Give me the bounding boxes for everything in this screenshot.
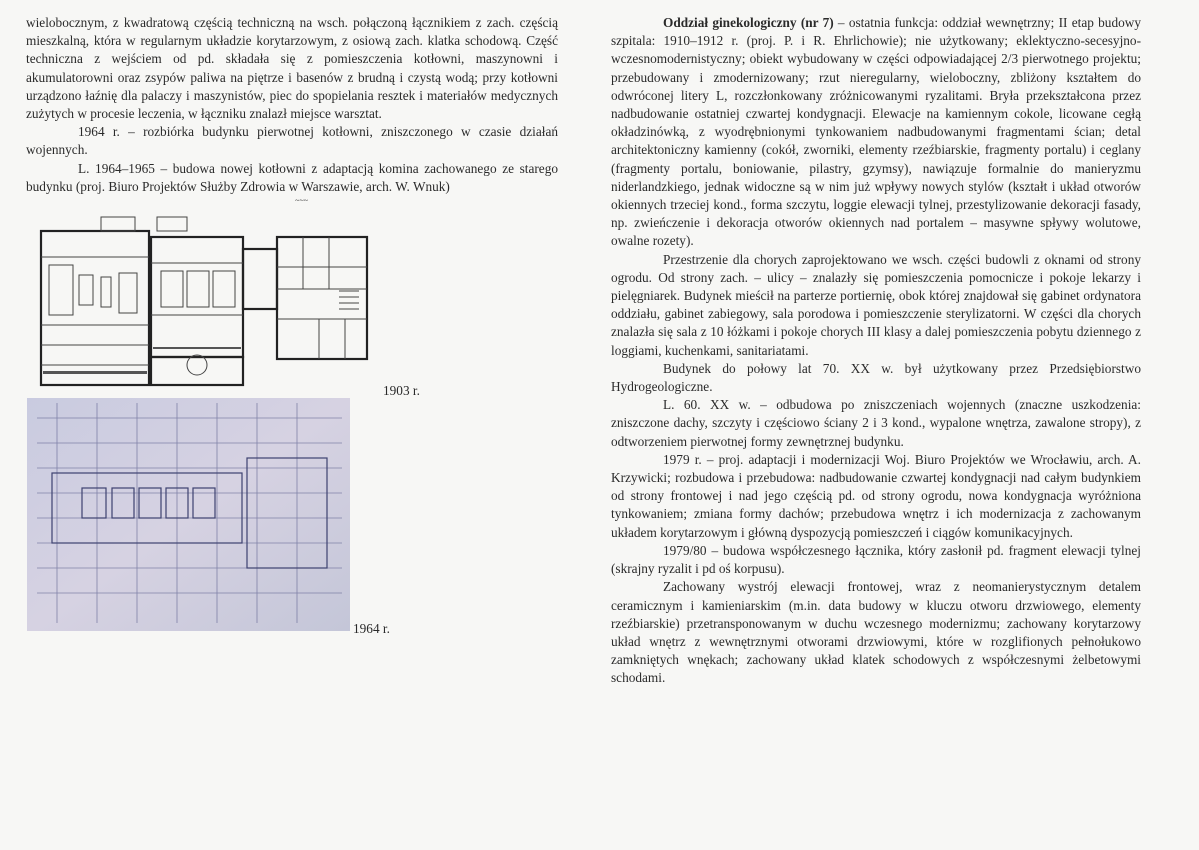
right-paragraph-3: Budynek do połowy lat 70. XX w. był użytkowany przez Przedsiębiorstwo Hydrogeologiczne. xyxy=(611,360,1141,395)
right-paragraph-7: Zachowany wystrój elewacji frontowej, wraz z neomanierystycznym detalem ceramicznym i kamieniarskim (m.in. data budowy w kluczu otworu drzwiowego, elementy rzeźbiarskie) przetransponowanym w duchu wczesnego modernizmu; zachowany korytarzowy układ wnętrz z wewnętrznymi otworami drzwiowymi, które w rozglifionych pełnołukowo zamkniętych wnękach; zachowany układ klatek schodowych z współczesnymi żelbetowymi schodami. xyxy=(611,579,1141,686)
right-paragraph-5: 1979 r. – proj. adaptacji i modernizacji Woj. Biuro Projektów we Wrocławiu, arch. A. Krzywicki; rozbudowa i przebudowa: nadbudowanie czwartej kondygnacji nad całym budynkiem od strony frontowej i nad jego częścią pd. od strony ogrodu, nowa kondygnacja wyróżniona tynkowaniem; zmiana formy dachów; przebudowa wnętrz i ich modernizacja z zachowanym układem korytarzowym i główną dyspozycją pomieszczeń i ciągów komunikacyjnych. xyxy=(611,451,1141,540)
section-title: Oddział ginekologiczny (nr 7) xyxy=(663,15,834,30)
left-column xyxy=(26,14,558,196)
caption-1903: 1903 r. xyxy=(383,383,420,398)
right-paragraph-1-text: – ostatnia funkcja: oddział wewnętrzny; II etap budowy szpitala: 1910–1912 r. (proj. P. i R. Ehrlichowie); nie użytkowany; eklektyczno-secesyjno-wczesnomodernistyczny; obiekt wybudowany w części odpowiadającej 2/3 pierwotnego projektu; przebudowany i zmodernizowany; rzut nieregularny, wieloboczny, zbliżony kształtem do odwróconej litery L, rozczłonkowany zróżnicowanymi ryzalitami. Bryła przekształcona przez nadbudowanie ostatniej czwartej kondygnacji. Elewacje na kamiennym cokole, licowane cegłą okładzinówką, z wyodrębnionymi tynkowaniem nadbudowanymi fragmentami ścian; detal architektoniczny kamienny (cokół, zworniki, elementy rzeźbiarskie, fragmenty portalu) i ceglany (fragmenty portalu, boniowanie, pilastry, gzymsy), nawiązuje formalnie do manieryzmu niderlandzkiego, jednak widoczne są w nim już wpływy nowych stylów (kształt i układ otworów okiennych trzeciej kond., forma szczytu, loggie elewacji tylnej, przestylizowanie dekoracji fasady, np. zwieńczenie i dekoracja otworów okiennych nad portalem – masywne spływy wolutowe, owalne rozety). xyxy=(611,15,1142,249)
right-paragraph-6: 1979/80 – budowa współczesnego łącznika, który zasłonił pd. fragment elewacji tylnej (skrajny ryzalit i pd oś korpusu). xyxy=(611,542,1141,577)
left-paragraph-2: 1964 r. – rozbiórka budynku pierwotnej kotłowni, zniszczonego w czasie działań wojennych. xyxy=(26,124,558,158)
caption-1964: 1964 r. xyxy=(353,621,390,636)
right-column xyxy=(611,14,1141,688)
left-paragraph-1: wielobocznym, z kwadratową częścią techniczną na wsch. połączoną łącznikiem z zach. częścią mieszkalną, która w regularnym układzie korytarzowym, z osiową zach. klatka schodową. Część techniczna z wejściem od pd. składała się z pomieszczenia kotłowni, maszynowni i akumulatorowni oraz zsypów paliwa na piętrze i basenów z brudną i czystą wodą; przy kotłowni urządzono łaźnię dla palaczy i maszynistów, piec do spopielania resztek i materiałów medycznych zużytych w procesie leczenia, w łączniku znalazł miejsce warsztat. xyxy=(26,15,558,122)
handwritten-note: ~~~ xyxy=(295,196,308,205)
left-paragraph-3: L. 1964–1965 – budowa nowej kotłowni z adaptacją komina zachowanego ze starego budynku (proj. Biuro Projektów Służby Zdrowia w Warszawie, arch. W. Wnuk) xyxy=(26,160,558,194)
right-paragraph-4: L. 60. XX w. – odbudowa po zniszczeniach wojennych (znaczne uszkodzenia: zniszczone dachy, szczyty i częściowo ściany 2 i 3 kond., wypalone wnętrza, zawalone stropy), z odtworzeniem pierwotnej formy zewnętrznej budynku. xyxy=(611,397,1141,449)
floor-plan-1964 xyxy=(27,398,350,631)
floor-plan-1903 xyxy=(39,215,374,387)
right-paragraph-1 xyxy=(611,14,1141,251)
right-paragraph-2: Przestrzenie dla chorych zaprojektowano we wsch. części budowli z oknami od strony ogrodu. Od strony zach. – ulicy – znalazły się pomieszczenia pomocnicze i pokoje lekarzy i pielęgniarek. Budynek mieścił na parterze portiernię, obok której znajdował się gabinet ordynatora oddziału, gabinet zabiegowy, sala porodowa i pomieszczenie sterylizatorni. W części dla chorych znalazła się sala z 10 łóżkami i pokoje chorych III klasy a dalej pomieszczenia pobytu dziennego z loggiami, kuchenkami, sanitariatami. xyxy=(611,251,1141,358)
